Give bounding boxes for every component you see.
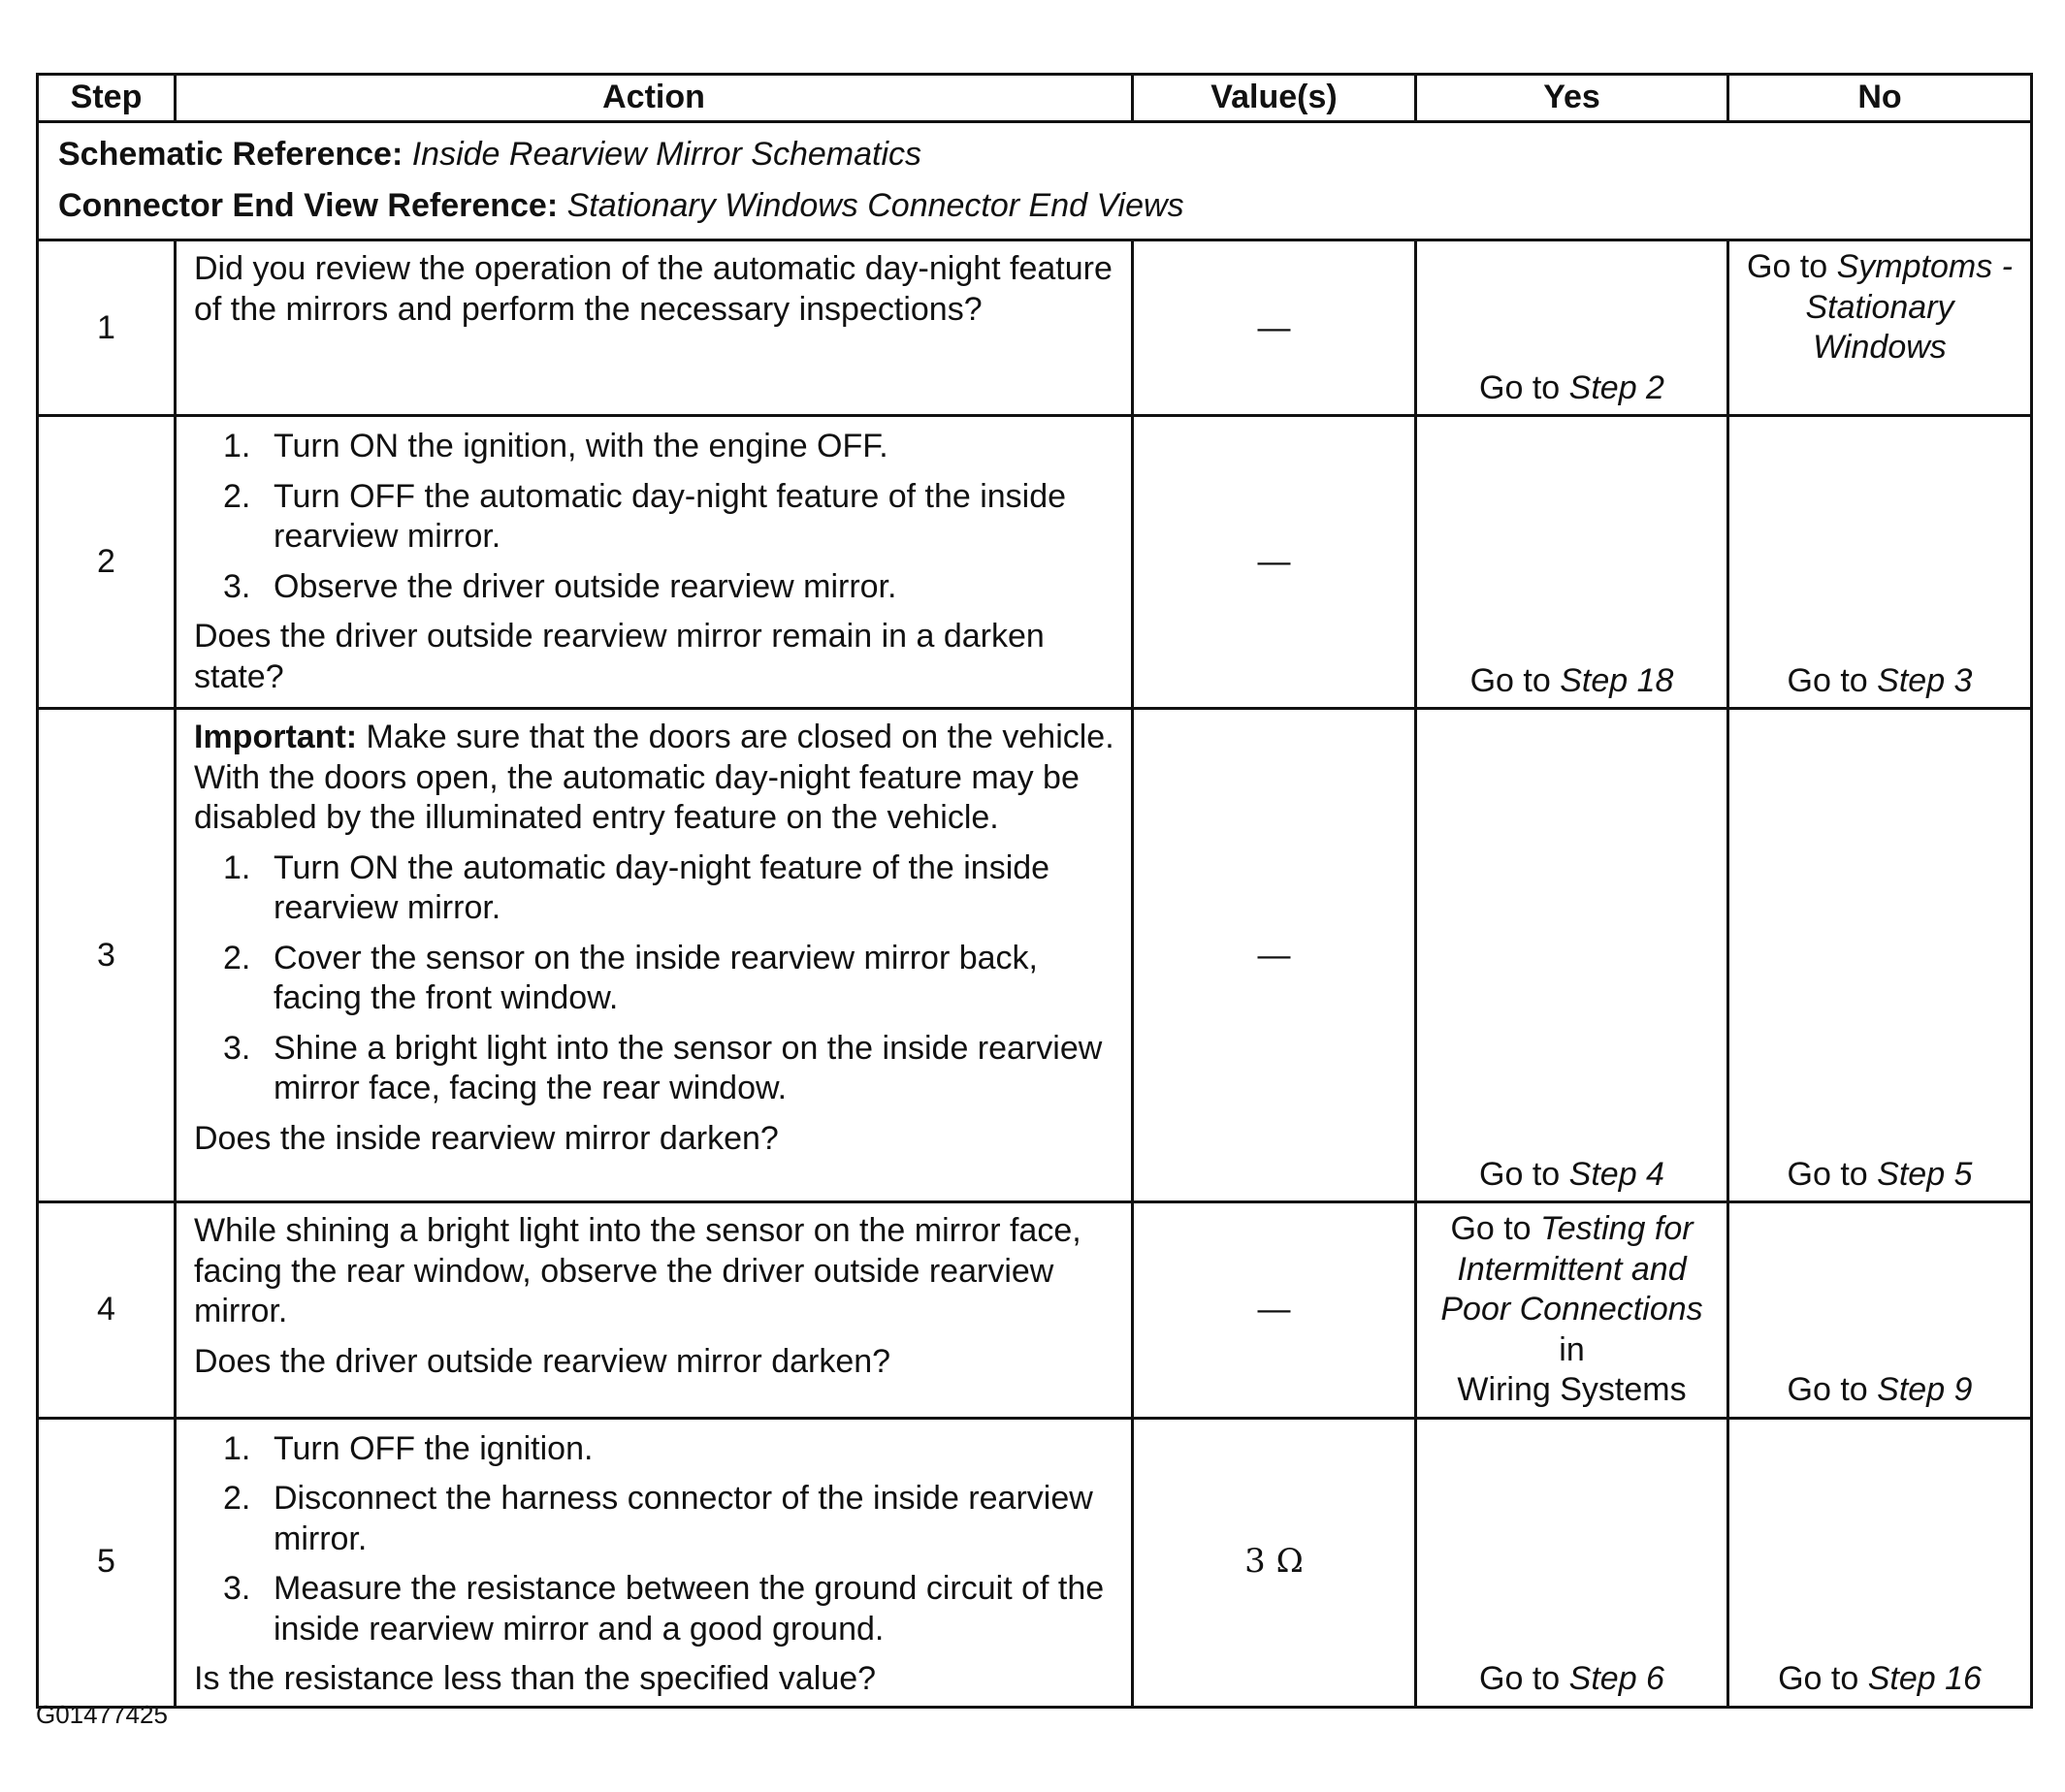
action-question: Does the driver outside rearview mirror darken?: [194, 1342, 891, 1380]
header-step: Step: [38, 75, 176, 122]
connector-reference: [58, 180, 2011, 232]
schematic-reference: [58, 129, 2011, 180]
no-prefix: Go to: [1778, 1660, 1859, 1698]
action-step: 1. Turn ON the ignition, with the engine OFF.: [223, 428, 888, 465]
header-no: No: [1728, 75, 2032, 122]
reference-cell: [38, 122, 2032, 240]
header-row: [38, 75, 2032, 122]
diagnostic-table-container: [36, 73, 2030, 1709]
no-cell: [1728, 416, 2032, 709]
step-number: 2: [38, 416, 176, 709]
step-number: 3: [38, 709, 176, 1202]
yes-suffix-wiring: Wiring Systems: [1457, 1371, 1687, 1409]
action-step: 1. Turn ON the automatic day-night feature of the inside rearview mirror.: [223, 848, 1050, 927]
yes-cell: [1416, 1418, 1728, 1707]
connector-reference-label: Connector End View Reference:: [58, 186, 559, 224]
no-cell: [1728, 709, 2032, 1202]
yes-prefix: Go to: [1479, 1155, 1561, 1193]
yes-cell: [1416, 709, 1728, 1202]
no-prefix: Go to: [1787, 661, 1868, 699]
yes-cell: [1416, 240, 1728, 416]
reference-row: [38, 122, 2032, 240]
header-values: Value(s): [1133, 75, 1416, 122]
no-cell: [1728, 1418, 2032, 1707]
yes-link[interactable]: Testing for Intermittent and Poor Connections: [1440, 1210, 1703, 1328]
action-cell: [176, 1418, 1133, 1707]
figure-id: G01477425: [36, 1700, 168, 1729]
step-number: 5: [38, 1418, 176, 1707]
important-text: Make sure that the doors are closed on the vehicle. With the doors open, the automatic day-night feature may be disabled by the illuminated entry feature on the vehicle.: [194, 719, 1114, 837]
action-step: 3. Measure the resistance between the ground circuit of the inside rearview mirror and a good ground.: [223, 1570, 1105, 1648]
yes-link[interactable]: Step 4: [1568, 1155, 1664, 1193]
yes-link[interactable]: Step 6: [1568, 1660, 1664, 1698]
action-text: Did you review the operation of the automatic day-night feature of the mirrors and perform the necessary inspections?: [194, 250, 1113, 328]
connector-reference-link[interactable]: Stationary Windows Connector End Views: [566, 186, 1184, 224]
header-action: Action: [176, 75, 1133, 122]
no-cell: [1728, 1202, 2032, 1418]
schematic-reference-label: Schematic Reference:: [58, 136, 403, 173]
schematic-reference-link[interactable]: Inside Rearview Mirror Schematics: [411, 136, 921, 173]
no-link[interactable]: Step 16: [1867, 1660, 1982, 1698]
action-step: 2. Cover the sensor on the inside rearview mirror back, facing the front window.: [223, 939, 1038, 1017]
yes-prefix: Go to: [1469, 661, 1551, 699]
action-steps: [194, 427, 1115, 607]
step-number: 4: [38, 1202, 176, 1418]
step-row-3: [38, 709, 2032, 1202]
step-row-5: [38, 1418, 2032, 1707]
value-cell: —: [1133, 240, 1416, 416]
value-cell: —: [1133, 416, 1416, 709]
no-link[interactable]: Symptoms - Stationary Windows: [1805, 248, 2013, 367]
yes-prefix: Go to: [1479, 368, 1561, 406]
action-step: 3. Shine a bright light into the sensor on the inside rearview mirror face, facing the rear window.: [223, 1029, 1103, 1107]
yes-cell: [1416, 416, 1728, 709]
yes-prefix: Go to: [1450, 1210, 1532, 1248]
value-cell: 3 Ω: [1133, 1418, 1416, 1707]
no-link[interactable]: Step 5: [1877, 1155, 1973, 1193]
no-cell: [1728, 240, 2032, 416]
value-cell: —: [1133, 709, 1416, 1202]
step-row-4: [38, 1202, 2032, 1418]
yes-cell: [1416, 1202, 1728, 1418]
action-step: 3. Observe the driver outside rearview mirror.: [223, 567, 897, 605]
action-cell: [176, 240, 1133, 416]
yes-link[interactable]: Step 2: [1568, 368, 1664, 406]
no-prefix: Go to: [1787, 1371, 1868, 1409]
important-label: Important:: [194, 719, 358, 756]
step-number: 1: [38, 240, 176, 416]
yes-link[interactable]: Step 18: [1560, 661, 1674, 699]
action-cell: [176, 709, 1133, 1202]
action-question: Does the inside rearview mirror darken?: [194, 1119, 779, 1157]
step-row-1: [38, 240, 2032, 416]
action-question: Is the resistance less than the specified value?: [194, 1660, 877, 1698]
action-step: 2. Turn OFF the automatic day-night feature of the inside rearview mirror.: [223, 477, 1067, 556]
action-cell: [176, 416, 1133, 709]
action-step: 1. Turn OFF the ignition.: [223, 1429, 594, 1467]
no-link[interactable]: Step 9: [1877, 1371, 1973, 1409]
header-yes: Yes: [1416, 75, 1728, 122]
diagnostic-table: [36, 73, 2033, 1709]
step-row-2: [38, 416, 2032, 709]
yes-prefix: Go to: [1479, 1660, 1561, 1698]
action-question: Does the driver outside rearview mirror remain in a darken state?: [194, 618, 1045, 695]
yes-suffix-in: in: [1559, 1330, 1585, 1368]
action-cell: [176, 1202, 1133, 1418]
important-note: [194, 718, 1115, 838]
action-steps: [194, 848, 1115, 1109]
no-prefix: Go to: [1747, 248, 1828, 286]
action-steps: [194, 1429, 1115, 1649]
no-prefix: Go to: [1787, 1155, 1868, 1193]
action-step: 2. Disconnect the harness connector of the inside rearview mirror.: [223, 1480, 1093, 1557]
no-link[interactable]: Step 3: [1877, 661, 1973, 699]
value-cell: —: [1133, 1202, 1416, 1418]
action-text: While shining a bright light into the sensor on the mirror face, facing the rear window, observe the driver outside rearview mirror.: [194, 1212, 1081, 1330]
